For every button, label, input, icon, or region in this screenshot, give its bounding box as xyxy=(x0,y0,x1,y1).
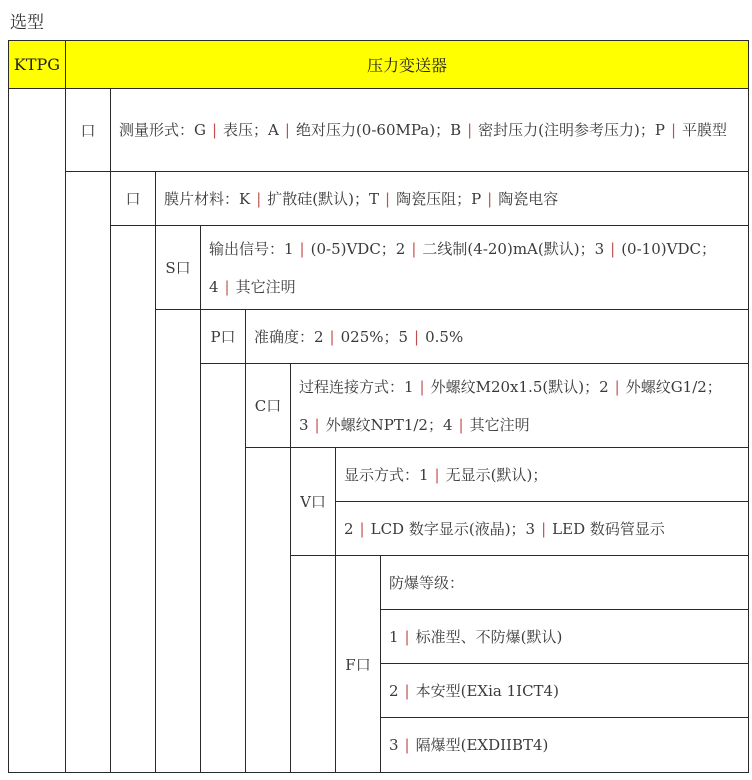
separator: | xyxy=(467,121,473,139)
explosion-proof-line xyxy=(380,717,749,773)
separator: | xyxy=(414,327,420,346)
separator: | xyxy=(224,277,230,296)
option-marker: S口 xyxy=(155,225,201,310)
explosion-proof-line xyxy=(380,609,749,664)
product-name-cell: 压力变送器 xyxy=(65,40,749,89)
explosion-proof-line xyxy=(380,663,749,718)
separator: | xyxy=(541,519,547,538)
option-marker: V口 xyxy=(290,447,336,556)
separator: | xyxy=(359,519,365,538)
display-options-line xyxy=(335,501,749,556)
separator: | xyxy=(610,239,616,258)
section-title: 选型 xyxy=(10,13,44,33)
spacer-column xyxy=(245,447,291,773)
option-marker: P口 xyxy=(200,309,246,364)
separator: | xyxy=(329,327,335,346)
separator: | xyxy=(614,377,620,396)
option-text: 膜片材料：K | 扩散硅(默认)；T | 陶瓷压阻；P | 陶瓷电容 xyxy=(164,189,559,208)
separator: | xyxy=(404,627,410,646)
option-text: 2 | 本安型(EXia 1ICT4) xyxy=(389,681,559,700)
separator: | xyxy=(411,239,417,258)
separator: | xyxy=(404,681,410,700)
separator: | xyxy=(314,415,320,434)
accuracy-options xyxy=(245,309,749,364)
separator: | xyxy=(670,121,677,139)
separator: | xyxy=(419,377,425,396)
separator: | xyxy=(434,465,440,484)
spacer-column xyxy=(200,363,246,773)
process-connection-options xyxy=(290,363,749,448)
separator: | xyxy=(458,415,464,434)
option-marker: 口 xyxy=(110,171,156,226)
explosion-proof-line xyxy=(380,555,749,610)
model-code-cell: KTPG xyxy=(8,40,66,89)
measurement-type-options xyxy=(110,88,749,172)
option-marker: F口 xyxy=(335,555,381,773)
separator: | xyxy=(487,189,493,208)
display-options-line xyxy=(335,447,749,502)
option-text: 输出信号：1 | (0-5)VDC；2 | 二线制(4-20)mA(默认)；3 | (0-10)VDC；4 | 其它注明 xyxy=(209,239,716,296)
option-text: 3 | 隔爆型(EXDIIBT4) xyxy=(389,736,549,754)
spacer-column xyxy=(155,309,201,773)
separator: | xyxy=(404,736,410,754)
option-text: 准确度：2 | 025%；5 | 0.5% xyxy=(254,327,464,346)
separator: | xyxy=(284,121,290,139)
output-signal-options xyxy=(200,225,749,310)
separator: | xyxy=(256,189,262,208)
spacer-column xyxy=(110,225,156,773)
separator: | xyxy=(385,189,391,208)
spacer-column xyxy=(8,88,66,773)
diaphragm-material-options xyxy=(155,171,749,226)
option-text: 1 | 标准型、不防爆(默认) xyxy=(389,627,563,646)
spacer-column xyxy=(290,555,336,773)
option-marker: 口 xyxy=(65,88,111,172)
option-text: 过程连接方式：1 | 外螺纹M20x1.5(默认)；2 | 外螺纹G1/2；3 | 外螺纹NPT1/2；4 | 其它注明 xyxy=(299,377,722,434)
option-text: 防爆等级： xyxy=(389,573,465,592)
spacer-column xyxy=(65,171,111,773)
separator: | xyxy=(211,121,218,139)
option-text: 2 | LCD 数字显示(液晶)；3 | LED 数码管显示 xyxy=(344,519,665,538)
option-text: 测量形式：G | 表压；A | 绝对压力(0-60MPa)；B | 密封压力(注明参考压力)；P | 平膜型 xyxy=(119,121,728,139)
option-text: 显示方式：1 | 无显示(默认)； xyxy=(344,465,548,484)
option-marker: C口 xyxy=(245,363,291,448)
separator: | xyxy=(299,239,305,258)
